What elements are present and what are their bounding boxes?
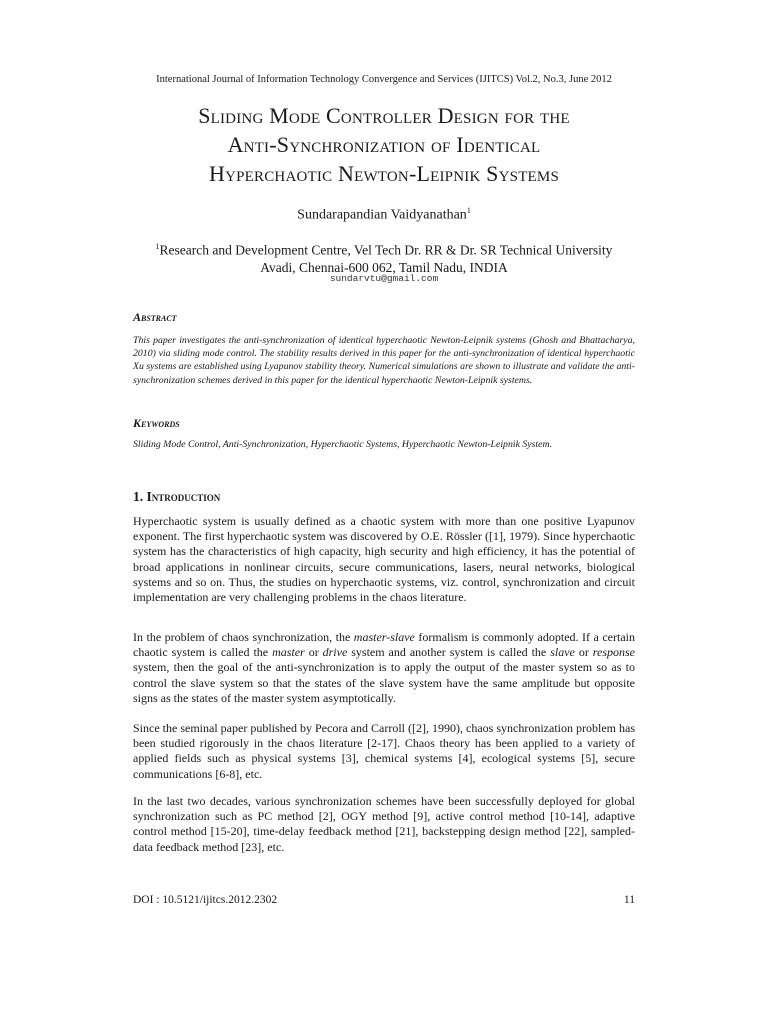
- abstract-heading: Abstract: [133, 310, 177, 324]
- paper-title: [0, 101, 768, 188]
- author-superscript: 1: [466, 206, 471, 215]
- emphasis-run: drive: [322, 645, 348, 660]
- title-line-3: Hyperchaotic Newton-Leipnik Systems: [209, 161, 559, 186]
- affiliation: [0, 238, 768, 276]
- text-run: formalism is commonly adopted. If a certain chaotic system is called the: [133, 630, 635, 660]
- author-email: sundarvtu@gmail.com: [329, 273, 439, 284]
- affiliation-superscript: 1: [155, 242, 160, 251]
- keywords-heading: Keywords: [133, 416, 180, 430]
- author-line: [0, 206, 768, 224]
- affiliation-line-2: Avadi, Chennai-600 062, Tamil Nadu, INDIA: [260, 259, 508, 275]
- author-name: Sundarapandian Vaidyanathan: [297, 207, 467, 223]
- text-run: In the problem of chaos synchronization, the: [133, 630, 354, 644]
- emphasis-run: response: [592, 645, 635, 660]
- title-line-2: Anti-Synchronization of Identical: [227, 132, 541, 157]
- text-run: or: [304, 645, 323, 660]
- section-title: Introduction: [146, 489, 221, 504]
- text-run: or: [574, 645, 593, 660]
- emphasis-run: slave: [550, 645, 575, 660]
- affiliation-line-1: Research and Development Centre, Vel Tech Dr. RR & Dr. SR Technical University: [159, 242, 613, 258]
- title-line-1: Sliding Mode Controller Design for the: [198, 103, 570, 128]
- section-number: 1.: [133, 489, 144, 504]
- intro-paragraph-3: Since the seminal paper published by Pecora and Carroll ([2], 1990), chaos synchronization problem has been studied rigorously in the chaos literature [2-17]. Chaos theory has been applied to a variety of applied fields such as physical systems [3], chemical systems [4], ecological systems [5], secure communications [6-8], etc.: [133, 721, 635, 781]
- intro-paragraph-2: [133, 630, 635, 706]
- abstract-text: This paper investigates the anti-synchronization of identical hyperchaotic Newton-Leipnik systems (Ghosh and Bhattacharya, 2010) via sliding mode control. The stability results derived in this paper for the anti-synchronization of identical hyperchaotic Xu systems are established using Lyapunov stability theory. Numerical simulations are shown to illustrate and validate the anti-synchronization schemes derived in this paper for the identical hyperchaotic Newton-Leipnik systems.: [133, 335, 635, 386]
- text-run: system, then the goal of the anti-synchronization is to apply the output of the master system so as to control the slave system so that the states of the slave system have the same amplitude but opposite signs as the states of the master system asymptotically.: [133, 660, 635, 705]
- journal-header: International Journal of Information Technology Convergence and Services (IJITCS) Vol.2, No.3, June 2012: [156, 74, 612, 85]
- emphasis-run: master-slave: [353, 630, 415, 644]
- footer-doi: DOI : 10.5121/ijitcs.2012.2302: [133, 894, 278, 906]
- section-heading-introduction: [133, 489, 220, 505]
- keywords-text: Sliding Mode Control, Anti-Synchronization, Hyperchaotic Systems, Hyperchaotic Newton-Leipnik System.: [133, 439, 553, 450]
- page-number: 11: [623, 894, 635, 906]
- intro-paragraph-1: Hyperchaotic system is usually defined as a chaotic system with more than one positive Lyapunov exponent. The first hyperchaotic system was discovered by O.E. Rössler ([1], 1979). Since hyperchaotic system has the characteristics of high capacity, high security and high efficiency, it has the potential of broad applications in nonlinear circuits, secure communications, lasers, neural networks, biological systems and so on. Thus, the studies on hyperchaotic systems, viz. control, synchronization and circuit implementation are very challenging problems in the chaos literature.: [133, 514, 635, 605]
- emphasis-run: master: [272, 645, 305, 660]
- text-run: system and another system is called the: [347, 645, 551, 660]
- intro-paragraph-4: In the last two decades, various synchronization schemes have been successfully deployed for global synchronization such as PC method [2], OGY method [9], active control method [10-14], adaptive control method [15-20], time-delay feedback method [21], backstepping design method [22], sampled-data feedback method [23], etc.: [133, 794, 635, 854]
